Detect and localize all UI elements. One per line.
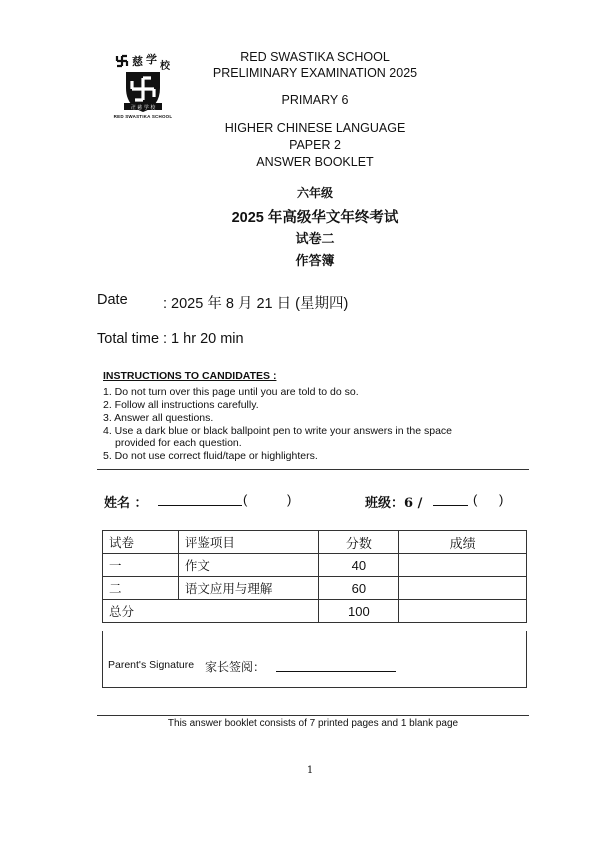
name-label: 姓名 ： — [104, 496, 148, 511]
table-row — [103, 554, 527, 577]
table-row — [103, 577, 527, 600]
header-cell: 分数 — [319, 531, 399, 554]
footer-note: This answer booklet consists of 7 printed pages and 1 blank page — [167, 718, 459, 729]
class-field[interactable] — [433, 505, 468, 506]
booklet-cn: 作答簿 — [295, 254, 335, 269]
signature-box — [102, 631, 527, 688]
name-field[interactable] — [158, 505, 242, 506]
instruction-item: 4. Use a dark blue or black ballpoint pen to write your answers in the space — [103, 425, 453, 437]
table-cell: 一 — [103, 554, 179, 577]
date-label: Date — [97, 292, 128, 308]
score-cell[interactable] — [399, 554, 527, 577]
header-cell: 试卷 — [103, 531, 179, 554]
table-cell: 语文应用与理解 — [178, 577, 319, 600]
svg-text:学: 学 — [146, 53, 157, 66]
header-cell: 评鉴项目 — [178, 531, 319, 554]
instruction-item: 1. Do not turn over this page until you are told to do so. — [103, 386, 359, 398]
table-cell: 40 — [319, 554, 399, 577]
score-cell[interactable] — [399, 577, 527, 600]
paper-cn: 试卷二 — [295, 232, 335, 247]
signature-label-cn: 家长签阅： — [205, 660, 266, 674]
table-cell: 60 — [319, 577, 399, 600]
school-name: RED SWASTIKA SCHOOL — [240, 50, 390, 64]
footer-divider — [97, 715, 529, 716]
subject: HIGHER CHINESE LANGUAGE — [224, 121, 406, 135]
table-cell: 作文 — [178, 554, 319, 577]
divider — [97, 469, 529, 470]
table-row — [103, 600, 527, 623]
class-label: 班级：6 / — [365, 496, 423, 511]
table-cell: 总分 — [103, 600, 319, 623]
signature-label-en: Parent's Signature — [108, 659, 195, 671]
name-register-paren: ( ) — [243, 492, 292, 507]
svg-text:校: 校 — [160, 61, 170, 72]
time-value: : 1 hr 20 min — [163, 331, 244, 347]
instruction-item: provided for each question. — [115, 437, 242, 449]
grade-cn: 六年级 — [296, 186, 333, 200]
exam-title: PRELIMINARY EXAMINATION 2025 — [212, 66, 418, 80]
instruction-item: 2. Follow all instructions carefully. — [103, 399, 259, 411]
table-cell: 二 — [103, 577, 179, 600]
page-number: 1 — [306, 765, 314, 776]
instruction-item: 3. Answer all questions. — [103, 412, 214, 424]
table-cell: 100 — [319, 600, 399, 623]
score-table — [102, 530, 527, 623]
instruction-item: 5. Do not use correct fluid/tape or highlighters. — [103, 450, 318, 462]
class-register-paren: ( ) — [473, 492, 504, 507]
signature-field[interactable] — [276, 671, 396, 672]
time-label: Total time — [97, 331, 160, 347]
date-value: : 2025 年 8 月 21 日 (星期四) — [163, 296, 349, 312]
instructions-title: INSTRUCTIONS TO CANDIDATES : — [103, 370, 277, 382]
table-header-row — [103, 531, 527, 554]
booklet: ANSWER BOOKLET — [256, 155, 374, 169]
svg-text:慈: 慈 — [132, 55, 143, 68]
logo-caption: RED SWASTIKA SCHOOL — [113, 114, 173, 119]
header-cell: 成绩 — [399, 531, 527, 554]
exam-cn: 2025 年高级华文年终考试 — [231, 210, 399, 226]
svg-text:卍 慈 学 校: 卍 慈 学 校 — [130, 105, 156, 111]
level: PRIMARY 6 — [281, 93, 349, 107]
paper: PAPER 2 — [289, 138, 341, 152]
score-cell[interactable] — [399, 600, 527, 623]
